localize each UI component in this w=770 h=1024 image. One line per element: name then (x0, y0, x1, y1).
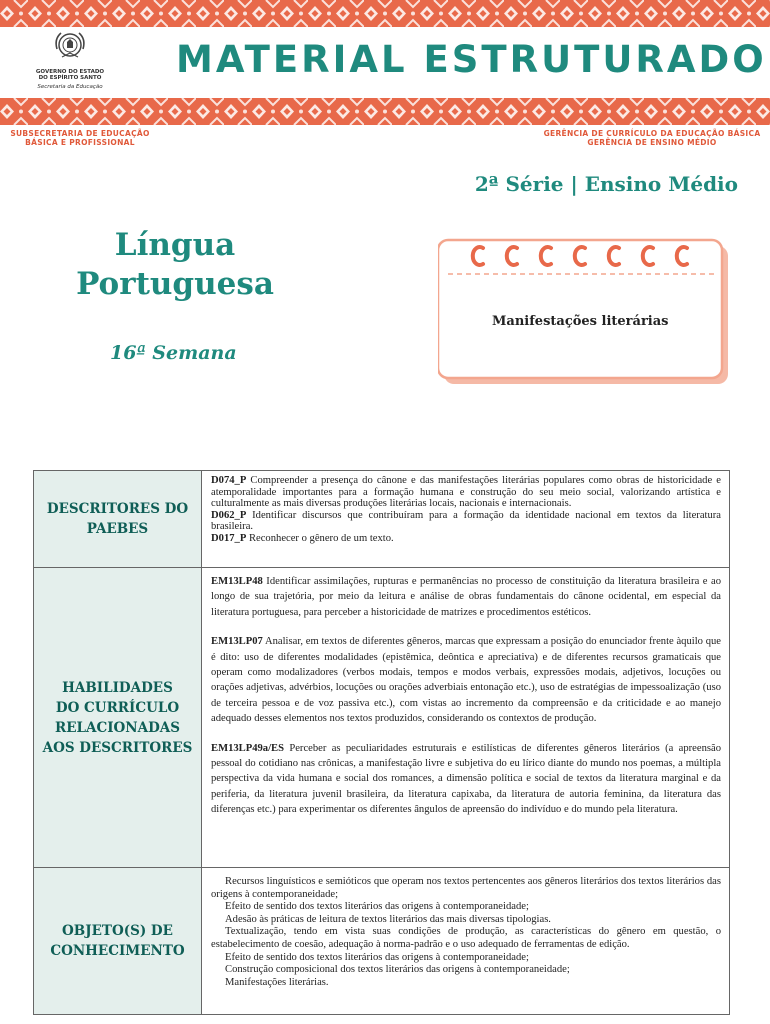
habilidade-code: EM13LP48 (211, 576, 263, 587)
descritor-item (211, 510, 721, 533)
habilidades-label-line3: RELACIONADAS (54, 719, 181, 736)
habilidade-item (211, 741, 721, 818)
habilidade-code: EM13LP07 (211, 636, 263, 648)
subsecretaria-line2: BÁSICA E PROFISSIONAL (25, 138, 135, 147)
objetos-label (34, 868, 202, 1014)
descritor-text: Reconhecer o gênero de um texto. (246, 532, 394, 544)
header (0, 27, 770, 98)
habilidades-label-line2: DO CURRÍCULO (55, 699, 180, 716)
subject-title-line2: Portuguesa (76, 266, 274, 302)
objetos-content (202, 868, 729, 1014)
subject-title (70, 226, 280, 304)
habilidade-item (211, 634, 721, 726)
objeto-item: Efeito de sentido dos textos literários das origens à contemporaneidade; (225, 951, 529, 963)
subsecretaria-line1: SUBSECRETARIA DE EDUCAÇÃO (10, 129, 150, 138)
government-logo (30, 29, 110, 93)
descritor-item (211, 475, 721, 510)
objeto-item: Construção composicional dos textos literários das origens à contemporaneidade; (225, 964, 570, 976)
top-pattern-band (0, 0, 770, 27)
habilidade-item (211, 574, 721, 620)
habilidades-label-line1: HABILIDADES (62, 679, 173, 696)
table-row-descritores (34, 471, 729, 568)
objeto-item: Textualização, tendo em vista suas condições de produção, as características do gênero em questão, o estabelecimento de coesão, adequação à norma-padrão e o uso adequado de ferramentas de edição. (211, 926, 721, 950)
bottom-pattern-band (0, 98, 770, 125)
week-label: 16ª Semana (110, 342, 237, 364)
descritor-item (211, 533, 721, 545)
habilidade-text: Perceber as peculiaridades estruturais e estilísticas de diferentes gêneros literários (a apreensão pessoal do cotidiano nas crônicas, a manifestação livre e subjetiva do eu lírico diante do mundo nos poemas, a múltipla perspectiva da vida humana e social dos romances, a dimensão política e social de textos da literatura marginal e da periferia, da literatura juvenil brasileira, da literatura capixaba, da literatura de autoria feminina, da literatura das diferenças etc.) para experimentar os diferentes ângulos de apreensão do indivíduo e do mundo pela literatura. (211, 742, 721, 816)
descritor-code: D062_P (211, 509, 247, 521)
subject-title-line1: Língua (114, 227, 236, 263)
habilidade-text: Identificar assimilações, rupturas e permanências no processo de constituição da literatura brasileira e ao longo de sua trajetória, por meio da leitura e análise de obras fundamentais do cânone ocidental, em especial da literatura portuguesa, para perceber a historicidade de matrizes e procedimentos estéticos. (211, 576, 721, 618)
objetos-label-line2: CONHECIMENTO (50, 943, 185, 959)
gerencia-label (542, 129, 762, 147)
gov-name-line1: GOVERNO DO ESTADO (35, 69, 105, 75)
theme-title: Manifestações literárias (492, 314, 669, 329)
descritores-label (34, 471, 202, 567)
state-seal-icon (52, 29, 88, 61)
descritor-text: Identificar discursos que contribuíram para a formação da identidade nacional em textos da literatura brasileira. (211, 509, 721, 533)
gov-secretariat: Secretaria da Educação (37, 84, 103, 90)
objeto-item: Recursos linguísticos e semióticos que operam nos textos pertencentes aos gêneros literários dos textos literários das origens à contemporaneidade; (211, 876, 721, 900)
descritores-label-line1: DESCRITORES DO (46, 501, 189, 517)
serie-heading: 2ª Série | Ensino Médio (474, 172, 738, 196)
habilidade-code: EM13LP49a/ES (211, 742, 284, 754)
table-row-habilidades (34, 568, 729, 868)
objetos-label-line1: OBJETO(S) DE (62, 923, 173, 939)
objeto-item: Efeito de sentido dos textos literários das origens à contemporaneidade; (225, 901, 529, 913)
habilidades-label (34, 568, 202, 867)
objeto-item: Adesão às práticas de leitura de textos literários das mais diversas tipologias. (225, 913, 551, 925)
descritor-text: Compreender a presença do cânone e das manifestações literárias populares como obras de historicidade e atemporalidade importantes para a formação humana e construção do seu meio social, valorizando artística e culturalmente as mais diversas produções literárias locais, nacionais e internacionais. (211, 475, 721, 510)
descritor-code: D017_P (211, 532, 247, 544)
descritores-content (202, 471, 729, 567)
habilidade-text: Analisar, em textos de diferentes gêneros, marcas que expressam a posição do enunciador frente àquilo que é dito: uso de diferentes modalidades (epistêmica, deôntica e apreciativa) e de diferentes recursos gramaticais que operam como modalizadores (verbos modais, tempos e modos verbais, expressões modais, adjetivos, locuções ou orações adjetivas, advérbios, locuções ou orações adverbiais entonação etc.), uso de estratégias de impessoalização (uso de terceira pessoa e de voz passiva etc.), com vistas ao incremento da compreensão e da criticidade e ao manejo adequado desses elementos nos textos produzidos, considerando os contextos de produção. (211, 636, 721, 725)
descritores-label-line2: PAEBES (86, 521, 149, 537)
habilidades-content (202, 568, 729, 867)
objeto-item: Manifestações literárias. (225, 976, 329, 988)
curriculum-table (33, 470, 730, 1015)
descritor-code: D074_P (211, 475, 247, 486)
main-title: MATERIAL ESTRUTURADO (176, 38, 767, 81)
table-row-objetos (34, 868, 729, 1014)
habilidades-label-line4: AOS DESCRITORES (42, 739, 193, 756)
gerencia-line2: GERÊNCIA DE ENSINO MÉDIO (587, 138, 717, 147)
gerencia-line1: GERÊNCIA DE CURRÍCULO DA EDUCAÇÃO BÁSICA (543, 129, 761, 138)
subsecretaria-label (10, 129, 150, 147)
gov-name-line2: DO ESPÍRITO SANTO (38, 75, 102, 81)
